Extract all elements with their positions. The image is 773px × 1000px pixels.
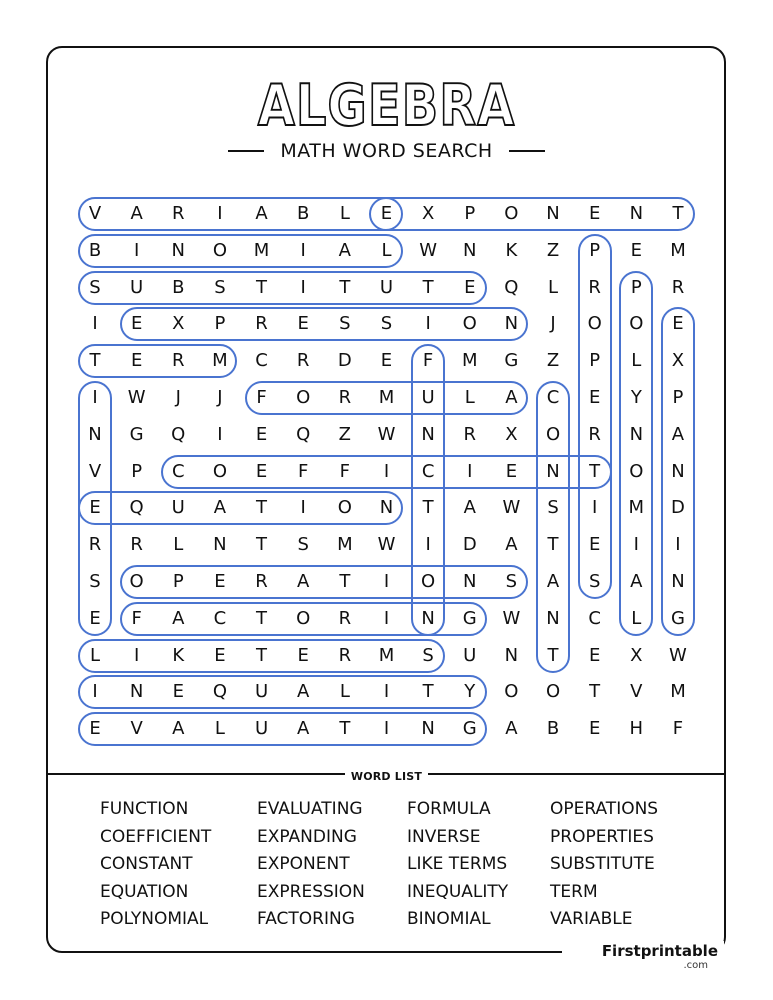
- grid-letter[interactable]: R: [463, 423, 476, 445]
- grid-letter[interactable]: J: [217, 387, 223, 408]
- grid-letter[interactable]: Q: [212, 681, 227, 703]
- grid-letter[interactable]: O: [212, 239, 227, 261]
- word-list-column: [550, 797, 658, 935]
- grid-letter[interactable]: O: [504, 681, 519, 703]
- grid-letter[interactable]: L: [339, 203, 350, 224]
- grid-letter[interactable]: I: [217, 203, 223, 224]
- grid-letter[interactable]: A: [297, 571, 310, 592]
- word-list-item: TERM: [550, 881, 598, 902]
- grid-letter[interactable]: T: [547, 644, 559, 666]
- grid-letter[interactable]: F: [298, 460, 309, 482]
- grid-letter[interactable]: I: [383, 571, 390, 592]
- word-list-item: FUNCTION: [100, 799, 189, 819]
- word-list-item: LIKE TERMS: [407, 854, 508, 874]
- grid-letter[interactable]: A: [130, 203, 143, 224]
- grid-letter[interactable]: W: [502, 497, 521, 519]
- grid-letter[interactable]: O: [545, 423, 561, 445]
- brand-logo: [562, 941, 724, 971]
- grid-letter[interactable]: E: [380, 203, 393, 224]
- grid-letter[interactable]: R: [338, 387, 352, 408]
- grid-letter[interactable]: I: [383, 718, 390, 740]
- grid-letter[interactable]: J: [175, 387, 181, 408]
- grid-letter[interactable]: V: [630, 681, 643, 703]
- grid-letter[interactable]: A: [505, 718, 518, 740]
- grid-letter[interactable]: E: [672, 313, 684, 335]
- grid-letter[interactable]: E: [130, 313, 143, 335]
- grid-letter[interactable]: K: [172, 644, 185, 666]
- grid-letter[interactable]: P: [172, 571, 184, 592]
- grid-letter[interactable]: I: [133, 239, 140, 261]
- grid-letter[interactable]: I: [133, 644, 140, 666]
- grid-letter[interactable]: T: [256, 644, 268, 666]
- grid-letter[interactable]: T: [422, 497, 434, 519]
- grid-letter[interactable]: I: [300, 276, 306, 298]
- word-list-item: FACTORING: [257, 909, 355, 929]
- grid-letter[interactable]: R: [588, 423, 601, 445]
- grid-letter[interactable]: R: [296, 350, 310, 372]
- grid-letter[interactable]: M: [253, 239, 270, 261]
- grid-letter[interactable]: O: [587, 313, 602, 335]
- word-list-item: OPERATIONS: [550, 799, 659, 819]
- grid-letter[interactable]: W: [502, 607, 521, 629]
- grid-letter[interactable]: S: [380, 313, 393, 335]
- grid-letter[interactable]: P: [589, 350, 601, 372]
- grid-letter[interactable]: E: [588, 203, 601, 224]
- grid-letter[interactable]: M: [670, 239, 686, 261]
- grid-letter[interactable]: A: [255, 203, 268, 224]
- grid-letter[interactable]: N: [129, 681, 144, 703]
- grid-letter[interactable]: L: [214, 718, 225, 740]
- grid-letter[interactable]: I: [675, 534, 681, 556]
- grid-letter[interactable]: N: [463, 239, 477, 261]
- grid-letter[interactable]: B: [297, 203, 310, 224]
- grid-letter[interactable]: E: [588, 534, 601, 556]
- grid-letter[interactable]: E: [255, 423, 268, 445]
- grid-letter[interactable]: R: [671, 276, 685, 298]
- grid-letter[interactable]: E: [297, 313, 309, 335]
- grid-letter[interactable]: A: [297, 681, 310, 703]
- grid-letter[interactable]: W: [377, 534, 396, 556]
- grid-letter[interactable]: N: [546, 203, 560, 224]
- grid-letter[interactable]: V: [88, 203, 102, 224]
- grid-letter[interactable]: T: [256, 276, 268, 298]
- grid-letter[interactable]: T: [339, 718, 351, 740]
- word-list-item: COEFFICIENT: [100, 826, 212, 847]
- subtitle: MATH WORD SEARCH: [280, 140, 493, 162]
- grid-letter[interactable]: L: [631, 350, 642, 372]
- grid-letter[interactable]: A: [630, 571, 643, 592]
- grid-letter[interactable]: U: [421, 387, 435, 408]
- word-list-column: [100, 797, 211, 935]
- grid-letter[interactable]: G: [504, 350, 519, 372]
- grid-letter[interactable]: Z: [546, 239, 560, 261]
- grid-letter[interactable]: L: [89, 644, 101, 666]
- grid-letter[interactable]: C: [213, 607, 227, 629]
- grid-letter[interactable]: G: [462, 718, 477, 740]
- grid-letter[interactable]: L: [381, 239, 392, 261]
- grid-letter[interactable]: R: [338, 607, 352, 629]
- grid-letter[interactable]: I: [300, 497, 306, 519]
- grid-letter[interactable]: S: [214, 276, 226, 298]
- grid-letter[interactable]: V: [88, 460, 102, 482]
- grid-letter[interactable]: I: [633, 534, 639, 556]
- grid-letter[interactable]: E: [464, 276, 476, 298]
- word-list-heading: [0, 765, 773, 784]
- grid-letter[interactable]: O: [421, 571, 436, 592]
- grid-letter[interactable]: G: [670, 607, 685, 629]
- grid-letter[interactable]: R: [338, 644, 352, 666]
- grid-letter[interactable]: T: [672, 203, 684, 224]
- grid-letter[interactable]: E: [214, 644, 226, 666]
- grid-letter[interactable]: M: [337, 534, 353, 556]
- grid-letter[interactable]: L: [464, 387, 475, 408]
- grid-letter[interactable]: R: [130, 534, 143, 556]
- grid-letter[interactable]: U: [463, 644, 477, 666]
- grid-letter[interactable]: O: [212, 460, 227, 482]
- grid-letter[interactable]: O: [462, 313, 477, 335]
- grid-letter[interactable]: A: [505, 387, 518, 408]
- grid-letter[interactable]: C: [255, 350, 268, 372]
- grid-letter[interactable]: C: [421, 460, 435, 482]
- word-list-column: [407, 797, 508, 935]
- grid-letter[interactable]: I: [425, 534, 431, 556]
- grid-letter[interactable]: A: [172, 718, 185, 740]
- grid-letter[interactable]: Q: [129, 497, 144, 519]
- grid-letter[interactable]: C: [588, 607, 601, 629]
- grid-letter[interactable]: R: [88, 534, 102, 556]
- grid-letter[interactable]: N: [546, 607, 560, 629]
- grid-letter[interactable]: M: [212, 350, 228, 372]
- grid-letter[interactable]: R: [588, 276, 601, 298]
- grid-letter[interactable]: E: [297, 644, 309, 666]
- grid-letter[interactable]: P: [672, 387, 684, 408]
- word-list-item: INEQUALITY: [407, 881, 509, 902]
- grid-letter[interactable]: E: [380, 350, 393, 372]
- grid-letter[interactable]: W: [127, 387, 146, 408]
- grid-letter[interactable]: M: [378, 387, 395, 408]
- grid-letter[interactable]: G: [129, 423, 144, 445]
- grid-letter[interactable]: I: [92, 387, 98, 408]
- grid-letter[interactable]: X: [172, 313, 185, 335]
- grid-letter[interactable]: D: [671, 497, 685, 519]
- grid-letter[interactable]: N: [379, 497, 394, 519]
- grid-letter[interactable]: L: [339, 681, 350, 703]
- grid-letter[interactable]: P: [214, 313, 226, 335]
- grid-letter[interactable]: M: [628, 497, 645, 519]
- grid-letter[interactable]: X: [630, 644, 643, 666]
- word-list-title: WORD LIST: [345, 770, 428, 783]
- grid-letter[interactable]: L: [631, 607, 642, 629]
- grid-letter[interactable]: A: [338, 239, 351, 261]
- grid-letter[interactable]: I: [92, 681, 98, 703]
- grid-letter[interactable]: O: [629, 460, 644, 482]
- grid-letter[interactable]: W: [669, 644, 687, 666]
- grid-letter[interactable]: E: [130, 350, 143, 372]
- word-list-item: EQUATION: [100, 881, 189, 902]
- word-list-item: EXPRESSION: [257, 881, 365, 902]
- grid-letter[interactable]: O: [337, 497, 352, 519]
- word-list-item: EVALUATING: [257, 799, 363, 819]
- grid-letter[interactable]: F: [131, 607, 142, 629]
- grid-letter[interactable]: T: [339, 276, 351, 298]
- grid-letter[interactable]: T: [589, 460, 601, 482]
- grid-letter[interactable]: R: [172, 350, 185, 372]
- grid-letter[interactable]: S: [547, 497, 559, 519]
- grid-letter[interactable]: B: [546, 718, 560, 740]
- grid-letter[interactable]: S: [422, 644, 434, 666]
- grid-letter[interactable]: E: [89, 497, 101, 519]
- grid-letter[interactable]: O: [504, 203, 519, 224]
- grid-letter[interactable]: T: [89, 350, 101, 372]
- grid-letter[interactable]: K: [505, 239, 518, 261]
- grid-letter[interactable]: M: [670, 681, 686, 703]
- grid-letter[interactable]: B: [88, 239, 102, 261]
- grid-letter[interactable]: Z: [338, 423, 351, 445]
- grid-letter[interactable]: P: [464, 203, 476, 224]
- grid-letter[interactable]: P: [589, 239, 601, 261]
- grid-letter[interactable]: Q: [296, 423, 311, 445]
- grid-letter[interactable]: S: [297, 534, 309, 556]
- grid-letter[interactable]: S: [89, 276, 101, 298]
- word-list-item: PROPERTIES: [550, 826, 654, 847]
- grid-letter[interactable]: R: [172, 203, 185, 224]
- grid-letter[interactable]: A: [546, 571, 560, 592]
- grid-letter[interactable]: T: [256, 497, 268, 519]
- grid-letter[interactable]: N: [213, 534, 227, 556]
- grid-letter[interactable]: W: [377, 423, 396, 445]
- word-list-item: CONSTANT: [100, 854, 193, 874]
- grid-letter[interactable]: H: [629, 718, 644, 740]
- page-title: ALGEBRA: [257, 73, 516, 140]
- grid-letter[interactable]: L: [548, 276, 559, 298]
- word-list-item: VARIABLE: [550, 909, 633, 929]
- grid-letter[interactable]: N: [421, 423, 435, 445]
- grid-letter[interactable]: T: [339, 571, 351, 592]
- grid-letter[interactable]: Y: [630, 387, 642, 408]
- grid-letter[interactable]: M: [378, 644, 395, 666]
- grid-letter[interactable]: E: [630, 239, 642, 261]
- grid-letter[interactable]: V: [130, 718, 143, 740]
- grid-letter[interactable]: Y: [464, 681, 476, 703]
- grid-letter[interactable]: Q: [504, 276, 519, 298]
- grid-letter[interactable]: E: [255, 460, 268, 482]
- grid-letter[interactable]: N: [421, 718, 435, 740]
- grid-letter[interactable]: N: [671, 460, 685, 482]
- grid-letter[interactable]: T: [589, 681, 601, 703]
- grid-letter[interactable]: R: [255, 313, 268, 335]
- grid-letter[interactable]: U: [130, 276, 144, 298]
- grid-letter[interactable]: G: [462, 607, 477, 629]
- grid-letter[interactable]: U: [254, 718, 269, 740]
- grid-letter[interactable]: F: [339, 460, 350, 482]
- grid-letter[interactable]: X: [505, 423, 518, 445]
- grid-letter[interactable]: A: [172, 607, 185, 629]
- grid-letter[interactable]: F: [672, 718, 684, 740]
- word-list-item: EXPONENT: [257, 854, 350, 874]
- grid-letter[interactable]: I: [383, 607, 390, 629]
- grid-letter[interactable]: X: [671, 350, 685, 372]
- grid-letter[interactable]: D: [337, 350, 352, 372]
- grid-letter[interactable]: L: [173, 534, 184, 556]
- grid-letter[interactable]: I: [92, 313, 98, 335]
- grid-letter[interactable]: E: [172, 681, 184, 703]
- grid-letter[interactable]: D: [462, 534, 477, 556]
- grid-letter[interactable]: E: [588, 644, 601, 666]
- grid-letter[interactable]: B: [172, 276, 185, 298]
- grid-letter[interactable]: A: [463, 497, 476, 519]
- grid-letter[interactable]: P: [630, 276, 642, 298]
- grid-letter[interactable]: I: [425, 313, 431, 335]
- grid-letter[interactable]: S: [339, 313, 351, 335]
- word-list-item: POLYNOMIAL: [100, 909, 209, 929]
- grid-letter[interactable]: N: [629, 203, 644, 224]
- grid-letter[interactable]: N: [88, 423, 102, 445]
- grid-letter[interactable]: T: [422, 681, 434, 703]
- grid-letter[interactable]: U: [379, 276, 394, 298]
- grid-letter[interactable]: O: [629, 313, 644, 335]
- grid-letter[interactable]: S: [89, 571, 101, 592]
- brand-name: Firstprintable: [601, 942, 718, 960]
- word-list-item: FORMULA: [407, 799, 491, 819]
- grid-letter[interactable]: S: [505, 571, 518, 592]
- grid-letter[interactable]: N: [629, 423, 644, 445]
- grid-letter[interactable]: N: [463, 571, 477, 592]
- grid-letter[interactable]: X: [421, 203, 435, 224]
- grid-letter[interactable]: E: [89, 607, 101, 629]
- brand-domain: .com: [683, 960, 708, 971]
- grid-letter[interactable]: Q: [171, 423, 186, 445]
- grid-letter[interactable]: F: [422, 350, 434, 372]
- grid-letter[interactable]: N: [421, 607, 435, 629]
- grid-letter[interactable]: I: [383, 681, 390, 703]
- grid-letter[interactable]: N: [504, 313, 519, 335]
- grid-letter[interactable]: R: [255, 571, 268, 592]
- grid-letter[interactable]: O: [296, 607, 311, 629]
- grid-letter[interactable]: C: [171, 460, 185, 482]
- grid-letter[interactable]: I: [592, 497, 598, 519]
- grid-letter[interactable]: O: [296, 387, 311, 408]
- grid-letter[interactable]: U: [171, 497, 185, 519]
- word-list-item: BINOMIAL: [407, 909, 491, 929]
- grid-letter[interactable]: N: [171, 239, 185, 261]
- grid-letter[interactable]: F: [256, 387, 267, 408]
- grid-letter[interactable]: A: [297, 718, 310, 740]
- word-list-item: INVERSE: [407, 826, 481, 847]
- grid-letter[interactable]: O: [129, 571, 144, 592]
- grid-letter[interactable]: N: [546, 460, 560, 482]
- grid-letter[interactable]: S: [588, 571, 601, 592]
- grid-letter[interactable]: W: [419, 239, 438, 261]
- grid-letter[interactable]: T: [422, 276, 434, 298]
- grid-letter[interactable]: E: [214, 571, 226, 592]
- grid-letter[interactable]: C: [546, 387, 560, 408]
- grid-letter[interactable]: I: [217, 423, 223, 445]
- grid-letter[interactable]: A: [505, 534, 518, 556]
- word-list-item: EXPANDING: [257, 826, 357, 847]
- word-list: [100, 797, 700, 937]
- grid-letter[interactable]: I: [467, 460, 473, 482]
- grid-letter[interactable]: T: [256, 534, 268, 556]
- grid-letter[interactable]: E: [505, 460, 518, 482]
- grid-letter[interactable]: N: [504, 644, 519, 666]
- word-list-column: [257, 797, 365, 935]
- grid-letter[interactable]: J: [550, 313, 556, 335]
- grid-letter[interactable]: T: [256, 607, 268, 629]
- grid-letter[interactable]: Z: [546, 350, 560, 372]
- grid-letter[interactable]: I: [300, 239, 306, 261]
- grid-letter[interactable]: T: [547, 534, 559, 556]
- grid-letter[interactable]: I: [383, 460, 390, 482]
- grid-letter[interactable]: E: [588, 387, 601, 408]
- grid-letter[interactable]: A: [213, 497, 227, 519]
- grid-letter[interactable]: N: [671, 571, 685, 592]
- grid-letter[interactable]: A: [671, 423, 685, 445]
- grid-letter[interactable]: E: [588, 718, 601, 740]
- grid-letter[interactable]: O: [545, 681, 561, 703]
- grid-letter[interactable]: P: [131, 460, 143, 482]
- grid-letter[interactable]: U: [254, 681, 269, 703]
- grid-letter[interactable]: M: [461, 350, 478, 372]
- grid-letter[interactable]: E: [89, 718, 101, 740]
- word-list-item: SUBSTITUTE: [550, 854, 655, 874]
